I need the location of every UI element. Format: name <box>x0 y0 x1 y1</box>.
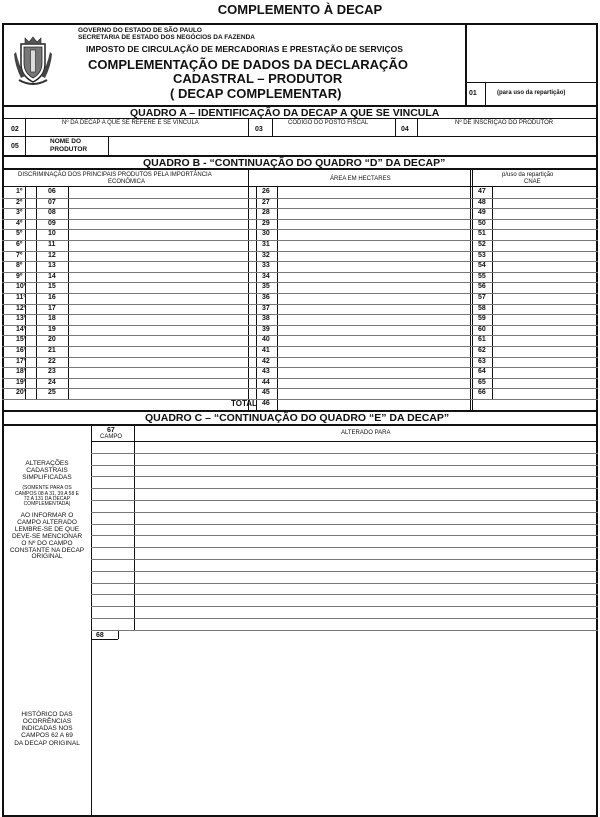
cnae-input[interactable] <box>493 187 597 197</box>
product-input[interactable] <box>69 378 247 388</box>
campo-input[interactable] <box>92 595 133 605</box>
campo-input[interactable] <box>92 525 133 535</box>
cnae-field-number: 54 <box>478 262 486 270</box>
alteracoes-line1: ALTERAÇÕES <box>25 460 69 467</box>
total-field-number: 46 <box>262 400 270 407</box>
campo-input[interactable] <box>92 560 133 570</box>
cnae-field-number: 52 <box>478 241 486 248</box>
historico-line4: CAMPOS 62 A 69 <box>21 732 73 740</box>
campo-input[interactable] <box>92 489 133 499</box>
cnae-input[interactable] <box>493 293 597 303</box>
posto-fiscal-input[interactable] <box>273 127 394 136</box>
field-68-number: 68 <box>96 632 104 639</box>
product-input[interactable] <box>69 325 247 335</box>
product-input[interactable] <box>69 388 247 398</box>
field-03-label: CÓDIGO DO POSTO FISCAL <box>288 120 369 126</box>
area-input[interactable] <box>278 314 469 324</box>
alterado-para-input[interactable] <box>135 560 597 570</box>
cnae-input[interactable] <box>493 325 597 335</box>
campo-input[interactable] <box>92 536 133 546</box>
campo-input[interactable] <box>92 477 133 487</box>
rank-label: 18º <box>16 368 27 376</box>
field-01-input[interactable] <box>486 83 496 104</box>
area-column-header: ÁREA EM HECTARES <box>330 176 391 182</box>
alterado-para-input[interactable] <box>135 454 597 464</box>
area-input[interactable] <box>278 229 469 239</box>
area-input[interactable] <box>278 261 469 271</box>
campo-input[interactable] <box>92 454 133 464</box>
product-field-number: 16 <box>48 294 56 301</box>
area-field-number: 41 <box>262 347 270 354</box>
area-input[interactable] <box>278 251 469 261</box>
product-input[interactable] <box>69 240 247 250</box>
alterado-para-input[interactable] <box>135 595 597 605</box>
rank-label: 7º <box>16 251 23 259</box>
somente-line1: (SOMENTE PARA OS <box>22 485 72 492</box>
product-input[interactable] <box>69 335 247 345</box>
field-02-label: Nº DA DECAP A QUE SE REFERE E SE VINCULA <box>62 120 199 126</box>
area-field-number: 40 <box>262 336 270 344</box>
product-input[interactable] <box>69 261 247 271</box>
product-field-number: 12 <box>48 251 56 259</box>
area-input[interactable] <box>278 272 469 282</box>
cnae-input[interactable] <box>493 261 597 271</box>
historico-line2: OCORRÊNCIAS <box>22 718 72 726</box>
rank-label: 17º <box>16 357 27 365</box>
campo-input[interactable] <box>92 501 133 511</box>
cnae-input[interactable] <box>493 346 597 356</box>
alterado-column-header: ALTERADO PARA <box>341 430 391 436</box>
informar-line6: CONSTANTE NA DECAP <box>9 546 85 554</box>
area-input[interactable] <box>278 240 469 250</box>
area-input[interactable] <box>278 357 469 367</box>
rank-label: 20º <box>16 389 27 397</box>
product-field-number: 18 <box>48 315 56 323</box>
informar-line3: LEMBRE-SE DE QUE <box>14 526 80 534</box>
product-input[interactable] <box>69 357 247 367</box>
alterado-para-input[interactable] <box>135 619 597 629</box>
product-field-number: 07 <box>48 198 56 206</box>
cnae-field-number: 50 <box>478 219 486 227</box>
rank-label: 6º <box>16 241 23 248</box>
product-input[interactable] <box>69 187 247 197</box>
product-input[interactable] <box>69 229 247 239</box>
campo-input[interactable] <box>92 513 133 523</box>
alterado-para-input[interactable] <box>135 477 597 487</box>
cnae-field-number: 51 <box>478 230 486 238</box>
rank-label: 5º <box>16 230 23 238</box>
product-input[interactable] <box>69 251 247 261</box>
cnae-input[interactable] <box>493 335 597 345</box>
area-field-number: 28 <box>262 209 270 217</box>
campo-input[interactable] <box>92 548 133 558</box>
informar-line7: ORIGINAL <box>31 553 63 561</box>
field-05-label-line2: PRODUTOR <box>50 146 88 153</box>
cnae-field-number: 62 <box>478 347 486 354</box>
secretariat-name: SECRETARIA DE ESTADO DOS NEGÓCIOS DA FAZENDA <box>78 34 255 41</box>
area-field-number: 34 <box>262 272 270 280</box>
product-field-number: 22 <box>48 357 56 365</box>
alteracoes-instructions <box>4 461 90 561</box>
product-input[interactable] <box>69 282 247 292</box>
quadro-c-title: QUADRO C – “CONTINUAÇÃO DO QUADRO “E” DA DECAP” <box>145 412 450 424</box>
field-04-number: 04 <box>401 126 409 133</box>
cnae-input[interactable] <box>493 229 597 239</box>
product-field-number: 14 <box>48 272 56 280</box>
rank-label: 13º <box>16 315 27 323</box>
cnae-field-number: 60 <box>478 325 486 333</box>
rank-label: 8º <box>16 262 23 270</box>
rank-label: 9º <box>16 272 23 280</box>
cnae-field-number: 57 <box>478 294 486 301</box>
cnae-input[interactable] <box>493 367 597 377</box>
page-title: COMPLEMENTO À DECAP <box>217 2 383 17</box>
form-title-line1: COMPLEMENTAÇÃO DE DADOS DA DECLARAÇÃO <box>88 57 408 72</box>
alterado-para-input[interactable] <box>135 572 597 582</box>
area-input[interactable] <box>278 187 469 197</box>
product-input[interactable] <box>69 219 247 229</box>
area-field-number: 37 <box>262 304 270 312</box>
product-field-number: 25 <box>48 389 56 397</box>
cnae-input[interactable] <box>493 219 597 229</box>
cnae-input[interactable] <box>493 208 597 218</box>
field-67-number: 67 <box>107 427 115 434</box>
area-input[interactable] <box>278 293 469 303</box>
campo-input[interactable] <box>92 584 133 594</box>
area-input[interactable] <box>278 388 469 398</box>
cnae-input[interactable] <box>493 357 597 367</box>
area-input[interactable] <box>278 335 469 345</box>
field-04-label: Nº DE INSCRIÇÃO DO PRODUTOR <box>455 120 554 126</box>
alteracoes-line2: CADASTRAIS <box>26 466 68 474</box>
field-03-number: 03 <box>255 126 263 133</box>
product-field-number: 11 <box>48 241 56 248</box>
cnae-input[interactable] <box>493 378 597 388</box>
product-input[interactable] <box>69 293 247 303</box>
product-field-number: 08 <box>48 209 56 217</box>
historico-line5: DA DECAP ORIGINAL <box>14 739 80 747</box>
area-field-number: 39 <box>262 325 270 333</box>
product-field-number: 21 <box>48 347 56 354</box>
rank-label: 15º <box>16 336 27 344</box>
cnae-field-number: 63 <box>478 357 486 365</box>
rank-label: 1º <box>16 188 23 195</box>
cnae-input[interactable] <box>493 282 597 292</box>
cnae-field-number: 47 <box>478 188 486 195</box>
cnae-field-number: 59 <box>478 315 486 323</box>
campo-input[interactable] <box>92 572 133 582</box>
area-field-number: 42 <box>262 357 270 365</box>
cnae-field-number: 61 <box>478 336 486 344</box>
product-field-number: 20 <box>48 336 56 344</box>
product-input[interactable] <box>69 314 247 324</box>
rank-label: 16º <box>16 347 27 354</box>
rank-label: 3º <box>16 209 23 217</box>
cnae-input[interactable] <box>493 198 597 208</box>
product-field-number: 09 <box>48 219 56 227</box>
sao-paulo-coat-of-arms-icon <box>13 36 53 86</box>
cnae-field-number: 58 <box>478 304 486 312</box>
tax-name: IMPOSTO DE CIRCULAÇÃO DE MERCADORIAS E PRESTAÇÃO DE SERVIÇOS <box>86 44 403 54</box>
area-input[interactable] <box>278 282 469 292</box>
area-field-number: 31 <box>262 241 270 248</box>
rank-label: 4º <box>16 219 23 227</box>
alterado-para-input[interactable] <box>135 466 597 476</box>
rank-label: 11º <box>16 294 26 301</box>
rank-label: 19º <box>16 378 27 386</box>
producer-registration-input[interactable] <box>418 127 596 136</box>
cnae-field-number: 66 <box>478 389 486 397</box>
product-input[interactable] <box>69 346 247 356</box>
cnae-column-header-line1: p/uso da repartição <box>502 172 554 178</box>
product-field-number: 13 <box>48 262 56 270</box>
somente-line3: 72 A 131 DA DECAP <box>23 495 71 502</box>
cnae-input[interactable] <box>493 272 597 282</box>
area-field-number: 29 <box>262 219 270 227</box>
field-05-number: 05 <box>11 143 19 150</box>
area-field-number: 45 <box>262 389 270 397</box>
historico-input[interactable] <box>93 641 596 815</box>
product-field-number: 19 <box>48 325 56 333</box>
form-title-line3: ( DECAP COMPLEMENTAR) <box>170 86 342 101</box>
alterado-para-input[interactable] <box>135 489 597 499</box>
cnae-input[interactable] <box>493 240 597 250</box>
product-input[interactable] <box>69 208 247 218</box>
producer-name-input[interactable] <box>109 137 596 154</box>
area-input[interactable] <box>278 378 469 388</box>
decap-number-input[interactable] <box>26 127 247 136</box>
historico-line3: INDICADAS NOS <box>21 725 73 733</box>
historico-line1: HISTÓRICO DAS <box>21 711 73 718</box>
cnae-input[interactable] <box>493 314 597 324</box>
campo-column-header: CAMPO <box>100 434 123 440</box>
cnae-input[interactable] <box>493 388 597 398</box>
area-field-number: 33 <box>262 262 270 270</box>
alterado-para-input[interactable] <box>135 525 597 535</box>
product-field-number: 15 <box>48 283 56 291</box>
product-field-number: 10 <box>48 230 56 238</box>
alterado-para-input[interactable] <box>135 501 597 511</box>
field-01-number: 01 <box>469 90 477 97</box>
area-field-number: 44 <box>262 378 270 386</box>
area-input[interactable] <box>278 219 469 229</box>
historico-instructions <box>4 711 90 747</box>
cnae-input[interactable] <box>493 304 597 314</box>
somente-line4: COMPLEMENTADA) <box>23 501 71 508</box>
rank-label: 10º <box>16 283 27 291</box>
somente-line2: CAMPOS 08 A 31, 39 A 58 E <box>15 490 79 497</box>
cnae-field-number: 65 <box>478 378 486 386</box>
informar-line1: AO INFORMAR O <box>20 512 74 520</box>
total-label: TOTAL <box>231 399 257 408</box>
products-column-header-line2: ECONÔMICA <box>108 179 146 185</box>
office-use-note: (para uso da repartição) <box>497 90 566 96</box>
quadro-b-title: QUADRO B - “CONTINUAÇÃO DO QUADRO “D” DA DECAP” <box>143 157 446 169</box>
rank-label: 14º <box>16 325 27 333</box>
quadro-a-title: QUADRO A – IDENTIFICAÇÃO DA DECAP A QUE SE VINCULA <box>130 107 440 119</box>
cnae-field-number: 48 <box>478 198 486 206</box>
rank-label: 2º <box>16 198 23 206</box>
form-title-line2: CADASTRAL – PRODUTOR <box>173 71 343 86</box>
area-field-number: 43 <box>262 368 270 376</box>
cnae-input[interactable] <box>493 251 597 261</box>
area-field-number: 27 <box>262 198 270 206</box>
campo-input[interactable] <box>92 466 133 476</box>
cnae-field-number: 49 <box>478 209 486 217</box>
alterado-para-input[interactable] <box>135 548 597 558</box>
government-name: GOVERNO DO ESTADO DE SÃO PAULO <box>78 27 202 34</box>
rank-label: 12º <box>16 304 27 312</box>
product-field-number: 17 <box>48 304 56 312</box>
product-field-number: 06 <box>48 188 56 195</box>
alterado-para-input[interactable] <box>135 607 597 617</box>
area-input[interactable] <box>278 367 469 377</box>
alteracoes-line3: SIMPLIFICADAS <box>22 473 72 481</box>
product-input[interactable] <box>69 367 247 377</box>
total-area-input[interactable] <box>278 399 469 409</box>
campo-input[interactable] <box>92 442 133 452</box>
area-field-number: 30 <box>262 230 270 238</box>
product-field-number: 24 <box>48 378 56 386</box>
area-field-number: 32 <box>262 251 270 259</box>
product-input[interactable] <box>69 272 247 282</box>
area-field-number: 38 <box>262 315 270 323</box>
area-input[interactable] <box>278 325 469 335</box>
area-input[interactable] <box>278 346 469 356</box>
field-02-number: 02 <box>11 126 19 133</box>
alterado-para-input[interactable] <box>135 536 597 546</box>
products-column-header-line1: DISCRIMINAÇÃO DOS PRINCIPAIS PRODUTOS PELA IMPORTÂNCIA <box>18 172 212 178</box>
informar-line5: O Nº DO CAMPO <box>21 539 73 547</box>
alterado-para-input[interactable] <box>135 442 597 452</box>
cnae-column-header-line2: CNAE <box>524 179 541 185</box>
informar-line4: DEVE-SE MENCIONAR <box>11 532 83 540</box>
product-input[interactable] <box>69 198 247 208</box>
alterado-para-input[interactable] <box>135 513 597 523</box>
cnae-field-number: 64 <box>478 368 486 376</box>
cnae-field-number: 53 <box>478 251 486 259</box>
cnae-field-number: 56 <box>478 283 486 291</box>
area-field-number: 35 <box>262 283 270 291</box>
product-input[interactable] <box>69 304 247 314</box>
campo-input[interactable] <box>92 619 133 629</box>
area-field-number: 36 <box>262 294 270 301</box>
alterado-para-input[interactable] <box>135 584 597 594</box>
area-field-number: 26 <box>262 188 270 195</box>
area-input[interactable] <box>278 198 469 208</box>
area-input[interactable] <box>278 304 469 314</box>
informar-line2: CAMPO ALTERADO <box>17 519 77 527</box>
product-field-number: 23 <box>48 368 56 376</box>
campo-input[interactable] <box>92 607 133 617</box>
cnae-field-number: 55 <box>478 272 486 280</box>
area-input[interactable] <box>278 208 469 218</box>
field-05-label-line1: NOME DO <box>50 138 82 145</box>
